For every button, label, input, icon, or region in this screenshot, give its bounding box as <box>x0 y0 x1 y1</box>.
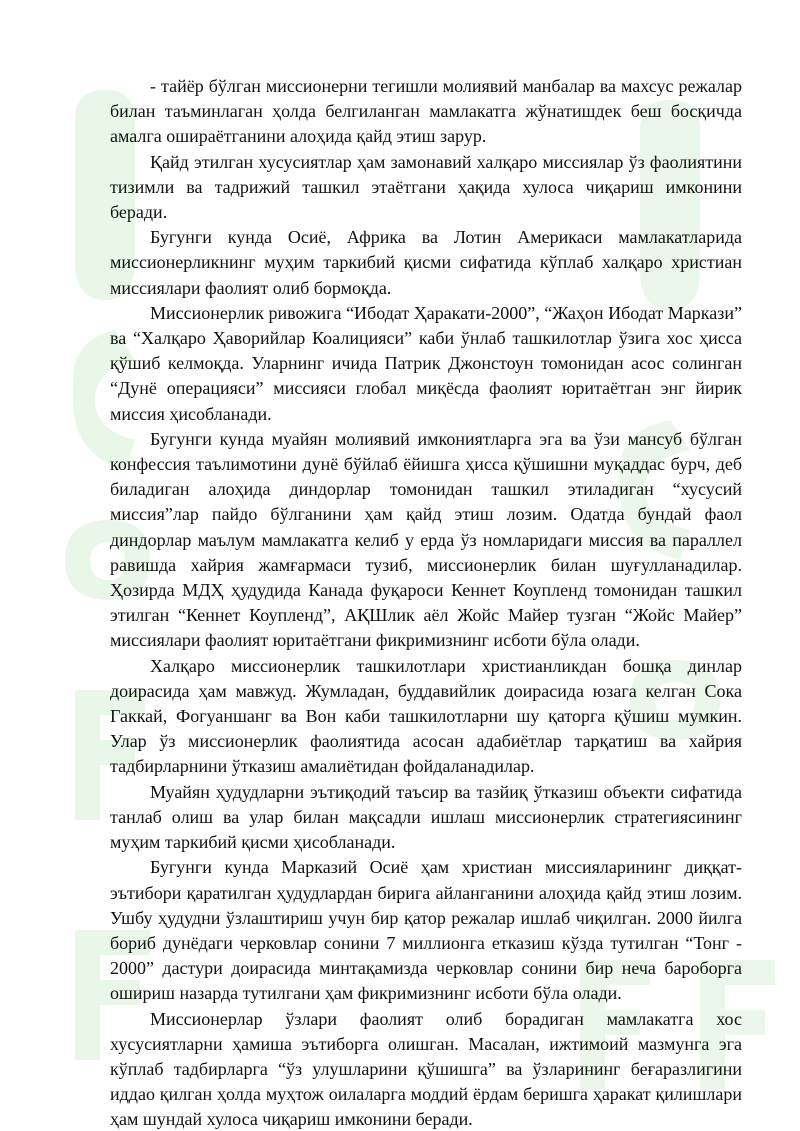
paragraph-4: Миссионерлик ривожига “Ибодат Ҳаракати-2000”, “Жаҳон Ибодат Маркази” ва “Халқаро Ҳаворийлар Коалицияси” каби ўнлаб ташкилотлар ўзига хос ҳисса қўшиб келмоқда. Уларнинг ичида Патрик Джонстоун томонидан асос солинган “Дунё операцияси” миссияси глобал миқёсда фаолият юритаётган энг йирик миссия ҳисобланади. <box>110 302 742 424</box>
paragraph-9: Миссионерлар ўзлари фаолият олиб борадиган мамлакатга хос хусусиятларни ҳамиша эътиборга олишган. Масалан, ижтимоий мазмунга эга кўплаб тадбирларга “ўз улушларини қўшишга” ва ўзларининг беғаразлигини иддао қилган ҳолда муҳтож оилаларга моддий ёрдам беришга ҳаракат қилишлари ҳам шундай хулоса чиқариш имконини беради. <box>110 1008 742 1130</box>
paragraph-5: Бугунги кунда муайян молиявий имкониятларга эга ва ўзи мансуб бўлган конфессия таълимотини дунё бўйлаб ёйишга ҳисса қўшишни муқаддас бурч, деб биладиган алоҳида диндорлар томонидан ташкил этиладиган “хусусий миссия”лар пайдо бўлганини ҳам қайд этиш лозим. Одатда бундай фаол диндорлар маълум мамлакатга келиб у ерда ўз номларидаги миссия ва параллел равишда хайрия жамғармаси тузиб, миссионерлик билан шуғулланадилар. Ҳозирда МДҲ ҳудудида Канада фуқароси Кеннет Коупленд томонидан ташкил этилган “Кеннет Коупленд”, АҚШлик аёл Жойс Майер тузган “Жойс Майер” миссиялари фаолият юритаётгани фикримизнинг исботи бўла олади. <box>110 428 742 651</box>
document-body <box>110 74 742 1131</box>
paragraph-2: Қайд этилган хусусиятлар ҳам замонавий халқаро миссиялар ўз фаолиятини тизимли ва тадрижий ташкил этаётгани ҳақида хулоса чиқариш имконини беради. <box>110 151 742 223</box>
paragraph-6: Халқаро миссионерлик ташкилотлари христианликдан бошқа динлар доирасида ҳам мавжуд. Жумладан, буддавийлик доирасида юзага келган Сока Гаккай, Фогуаншанг ва Вон каби ташкилотларни шу қаторга қўшиш мумкин. Улар ўз миссионерлик фаолиятида асосан адабиётлар тарқатиш ва хайрия тадбирларнини ўтказиш амалиётидан фойдаланадилар. <box>110 655 742 777</box>
paragraph-3: Бугунги кунда Осиё, Африка ва Лотин Америкаси мамлакатларида миссионерликнинг муҳим таркибий қисми сифатида кўплаб халқаро христиан миссиялари фаолият олиб бормоқда. <box>110 227 742 298</box>
paragraph-7: Муайян ҳудудларни эътиқодий таъсир ва тазйиқ ўтказиш объекти сифатида танлаб олиш ва улар билан мақсадли ишлаш миссионерлик стратегиясининг муҳим таркибий қисми ҳисобланади. <box>110 781 742 853</box>
paragraph-8: Бугунги кунда Марказий Осиё ҳам христиан миссияларининг диққат-эътибори қаратилган ҳудудлардан бирига айланганини алоҳида қайд этиш лозим. Ушбу ҳудудни ўзлаштириш учун бир қатор режалар ишлаб чиқилган. 2000 йилга бориб дунёдаги черковлар сонини 7 миллионга етказиш кўзда тутилган “Тонг - 2000” дастури доирасида минтақамизда черковлар сонини бир неча бароборга ошириш назарда тутилгани ҳам фикримизнинг исботи бўла олади. <box>110 857 742 1004</box>
paragraph-1: - тайёр бўлган миссионерни тегишли молиявий манбалар ва махсус режалар билан таъминлаган ҳолда белгиланган мамлакатга жўнатишдек беш босқичда амалга ошираётганини алоҳида қайд этиш зарур. <box>110 76 742 147</box>
